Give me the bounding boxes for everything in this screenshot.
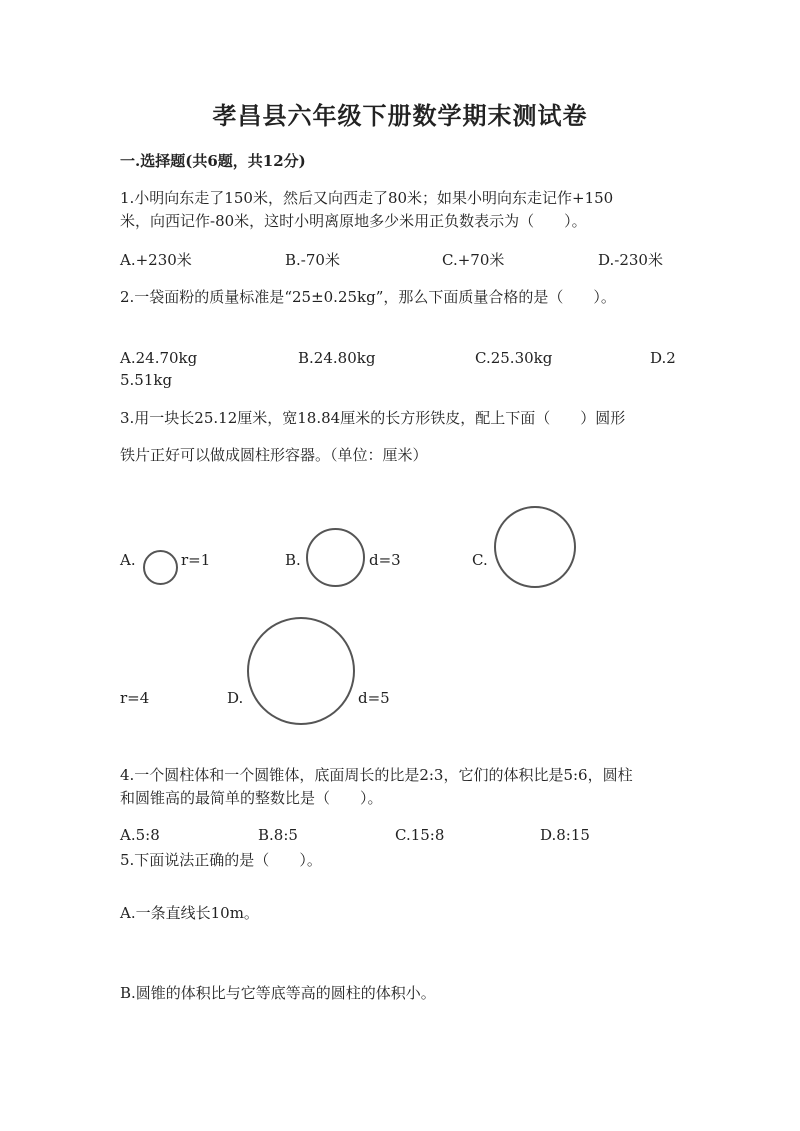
question-5-option-b[interactable]: B.圆锥的体积比与它等底等高的圆柱的体积小。 xyxy=(120,984,436,1002)
question-2-option-b[interactable]: B.24.80kg xyxy=(298,349,376,367)
question-4-option-b[interactable]: B.8:5 xyxy=(258,826,298,844)
question-3-line-2: 铁片正好可以做成圆柱形容器。（单位：厘米） xyxy=(120,446,428,464)
question-5-line-1: 5.下面说法正确的是（ ）。 xyxy=(120,851,322,869)
question-4-option-d[interactable]: D.8:15 xyxy=(540,826,590,844)
question-3-option-a-label[interactable]: A. xyxy=(120,551,136,569)
question-3-option-a-value: r=1 xyxy=(181,551,211,569)
question-3-option-d-label[interactable]: D. xyxy=(227,689,244,707)
question-3-option-b-value: d=3 xyxy=(369,551,401,569)
page-title: 孝昌县六年级下册数学期末测试卷 xyxy=(212,101,588,130)
question-1-option-a[interactable]: A.+230米 xyxy=(120,251,192,269)
question-3-line-1: 3.用一块长25.12厘米，宽18.84厘米的长方形铁皮，配上下面（ ）圆形 xyxy=(120,409,626,427)
question-5-option-a[interactable]: A.一条直线长10m。 xyxy=(120,904,259,922)
question-4-line-1: 4.一个圆柱体和一个圆锥体，底面周长的比是2:3，它们的体积比是5:6，圆柱 xyxy=(120,766,633,784)
question-2-line-1: 2.一袋面粉的质量标准是“25±0.25kg”，那么下面质量合格的是（ ）。 xyxy=(120,288,616,306)
question-1-line-2: 米，向西记作-80米，这时小明离原地多少米用正负数表示为（ ）。 xyxy=(120,212,587,230)
question-2-option-a[interactable]: A.24.70kg xyxy=(120,349,198,367)
section-heading: 一.选择题(共6题，共12分) xyxy=(120,152,306,170)
question-1-option-b[interactable]: B.-70米 xyxy=(285,251,340,269)
circle-d3-shape[interactable] xyxy=(306,528,365,587)
question-2-option-d-wrap[interactable]: 5.51kg xyxy=(120,371,173,389)
circle-r1-shape[interactable] xyxy=(143,550,178,585)
question-1-option-c[interactable]: C.+70米 xyxy=(442,251,505,269)
question-4-option-a[interactable]: A.5:8 xyxy=(120,826,160,844)
question-3-option-b-label[interactable]: B. xyxy=(285,551,301,569)
question-3-option-c-value: r=4 xyxy=(120,689,150,707)
circle-d5-shape[interactable] xyxy=(247,617,355,725)
circle-r4-shape[interactable] xyxy=(494,506,576,588)
question-3-option-d-value: d=5 xyxy=(358,689,390,707)
question-4-option-c[interactable]: C.15:8 xyxy=(395,826,445,844)
question-2-option-d[interactable]: D.2 xyxy=(650,349,676,367)
question-1-option-d[interactable]: D.-230米 xyxy=(598,251,663,269)
question-3-option-c-label[interactable]: C. xyxy=(472,551,488,569)
question-2-option-c[interactable]: C.25.30kg xyxy=(475,349,553,367)
question-1-line-1: 1.小明向东走了150米，然后又向西走了80米；如果小明向东走记作+150 xyxy=(120,189,614,207)
question-4-line-2: 和圆锥高的最简单的整数比是（ ）。 xyxy=(120,789,383,807)
